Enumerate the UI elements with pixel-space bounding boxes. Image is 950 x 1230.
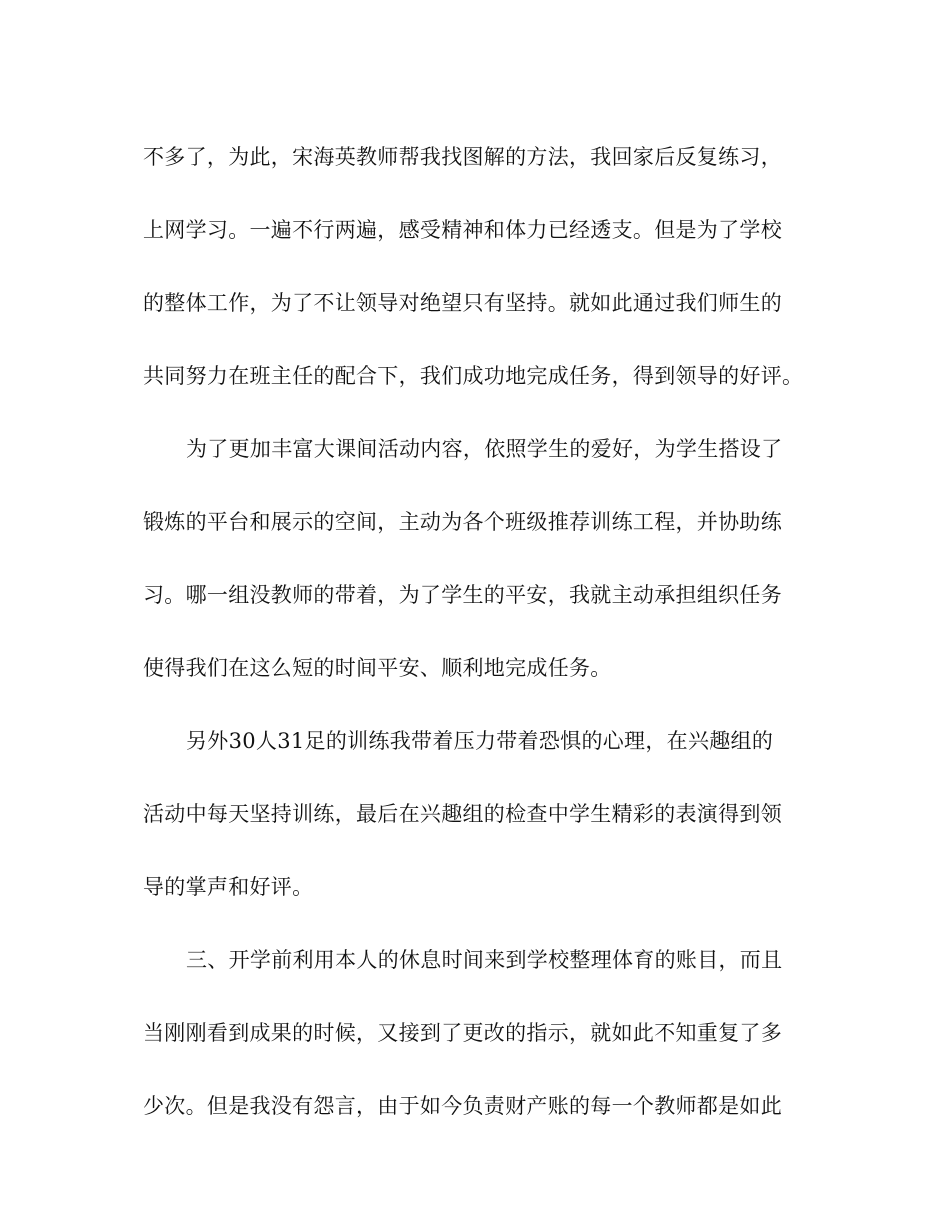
text-line: 导的掌声和好评。: [143, 875, 314, 899]
text-line: 少次。但是我没有怨言，由于如今负责财产账的每一个教师都是如此: [143, 1094, 782, 1118]
text-line: 上网学习。一遍不行两遍，感受精神和体力已经透支。但是为了学校: [143, 218, 782, 242]
text-line: 不多了，为此，宋海英教师帮我找图解的方法，我回家后反复练习，: [143, 145, 782, 169]
text-line: 的整体工作，为了不让领导对绝望只有坚持。就如此通过我们师生的: [143, 291, 782, 315]
text-line: 锻炼的平台和展示的空间，主动为各个班级推荐训练工程，并协助练: [143, 510, 782, 534]
paragraph-start-line: 另外30人31足的训练我带着压力带着恐惧的心理，在兴趣组的: [186, 729, 774, 753]
paragraph-start-line: 三、开学前利用本人的休息时间来到学校整理体育的账目，而且: [186, 948, 783, 972]
text-line: 习。哪一组没教师的带着，为了学生的平安，我就主动承担组织任务: [143, 583, 782, 607]
text-line: 活动中每天坚持训练，最后在兴趣组的检查中学生精彩的表演得到领: [143, 802, 782, 826]
text-line: 使得我们在这么短的时间平安、顺利地完成任务。: [143, 656, 612, 680]
paragraph-start-line: 为了更加丰富大课间活动内容，依照学生的爱好，为学生搭设了: [186, 437, 783, 461]
text-line: 共同努力在班主任的配合下，我们成功地完成任务，得到领导的好评。: [143, 364, 804, 388]
text-line: 当刚刚看到成果的时候，又接到了更改的指示，就如此不知重复了多: [143, 1021, 782, 1045]
